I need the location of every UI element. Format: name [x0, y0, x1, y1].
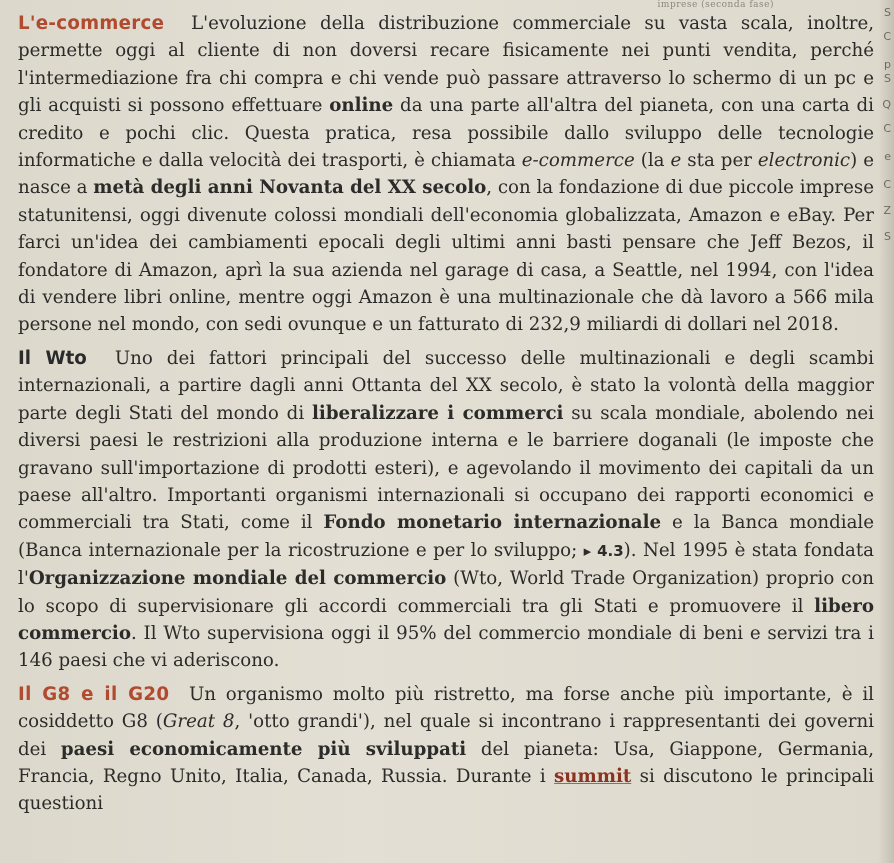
paragraph-wto: [18, 345, 874, 675]
text-run: (Wto,: [446, 568, 510, 590]
paragraph-ecommerce: [18, 10, 874, 339]
adjacent-page-glyph: S: [884, 230, 891, 243]
text-run: World Trade Organization: [509, 568, 752, 590]
text-run: L'evoluzione della distribuzione commerciale su vasta scala, inoltre, permette oggi al cliente di non doversi recare fisicamente nei punti vendita, perché l'intermediazione fra chi compra e chi vende può passare attraverso lo schermo di un pc e gli acquisti si possono effettuare: [18, 13, 874, 117]
bold-term: online: [329, 95, 394, 117]
text-run: da una parte all'altra del pianeta, con una carta di credito e pochi clic. Questa pratica, resa possibile dallo sviluppo delle tecnologie informatiche e dalla velocità dei trasporti, è chiamata: [18, 95, 874, 172]
section-ecommerce: [18, 10, 874, 339]
text-run: Uno dei fattori principali del successo delle multinazionali e degli scambi internazionali, a partire dagli anni Ottanta del XX secolo, è stato la volontà della maggior parte degli Stati del mondo di: [18, 347, 874, 424]
glossary-link-summit[interactable]: summit: [554, 765, 632, 787]
text-run: , con la fondazione di due piccole imprese statunitensi, oggi divenute colossi mondiali dell'economia globalizzata, Amazon e eBay. Per farci un'idea dei cambiamenti epocali degli ultimi anni basti pensare che Jeff Bezos, il fondatore di Amazon, aprì la sua azienda nel garage di casa, a Seattle, nel 1994, con l'idea di vendere libri online, mentre oggi Amazon è una multinazionale che dà lavoro a 566 mila persone nel mondo, con sedi ovunque e un fatturato di 232,9 miliardi di dollari nel 2018.: [18, 177, 874, 336]
text-run: Un organismo molto più ristretto, ma forse anche più importante, è il cosiddetto G8 (: [18, 683, 874, 733]
section-heading: L'e-commerce: [18, 13, 165, 34]
text-run: su scala mondiale, abolendo nei diversi paesi le restrizioni alla produzione interna e le barriere doganali (le imposte che gravano sull'importazione di prodotti esteri), e agevolando il movimento dei capitali da un paese all'altro. Importanti organismi internazionali si occupano dei rapporti economici e commerciali tra Stati, come il: [18, 402, 874, 534]
page-edge-shadow: [878, 0, 894, 863]
bold-term: metà degli anni Novanta del XX secolo: [93, 177, 487, 199]
section-heading: Il Wto: [18, 347, 87, 369]
text-run: sta per: [681, 150, 758, 172]
bold-term: Fondo monetario internazionale: [323, 512, 662, 534]
text-run: e la Banca mondiale (Banca internazionale per la ricostruzione e per lo sviluppo;: [18, 512, 874, 561]
italic-term: electronic: [757, 150, 851, 172]
cross-reference-link[interactable]: ▸ 4.3: [583, 541, 624, 560]
paragraph-g8-g20: [18, 681, 874, 818]
text-run: . Il Wto supervisiona oggi il 95% del commercio mondiale di beni e servizi tra i 146 paesi che vi aderiscono.: [18, 622, 874, 672]
section-wto: [18, 345, 874, 675]
text-run: , 'otto grandi'), nel quale si incontrano i rappresentanti dei governi dei: [18, 711, 874, 760]
bold-term: liberalizzare i commerci: [312, 402, 564, 424]
text-run: ) proprio con lo scopo di supervisionare gli accordi commerciali tra gli Stati e promuovere il: [18, 568, 874, 617]
adjacent-page-glyph: C: [883, 30, 891, 43]
text-run: del pianeta: Usa, Giappone, Germania, Francia, Regno Unito, Italia, Canada, Russia. Durante i: [18, 738, 874, 787]
page-header-mark: imprese (seconda fase): [657, 0, 774, 10]
italic-term: e-commerce: [521, 150, 635, 172]
adjacent-page-glyph: e: [884, 150, 891, 163]
italic-term: Great 8: [162, 711, 235, 733]
bold-term: paesi economicamente più sviluppati: [60, 738, 467, 760]
bold-term: libero commercio: [18, 595, 874, 644]
text-run: ). Nel 1995 è stata fondata l': [18, 539, 875, 590]
text-run: si discutono le principali questioni: [18, 765, 874, 815]
adjacent-page-glyph: p: [884, 58, 891, 71]
text-run: (la: [634, 150, 671, 172]
adjacent-page-glyph: S: [884, 72, 891, 85]
text-run: ) e nasce a: [18, 150, 874, 199]
section-heading: Il G8 e il G20: [18, 683, 170, 705]
italic-term: e: [670, 150, 682, 172]
adjacent-page-glyph: Q: [882, 98, 891, 111]
adjacent-page-glyph: S: [884, 6, 891, 19]
bold-term: Organizzazione mondiale del commercio: [28, 568, 447, 590]
adjacent-page-glyph: C: [883, 122, 891, 135]
adjacent-page-glyph: Z: [883, 204, 891, 217]
adjacent-page-glyph: C: [883, 178, 891, 191]
section-g8-g20: [18, 681, 874, 818]
